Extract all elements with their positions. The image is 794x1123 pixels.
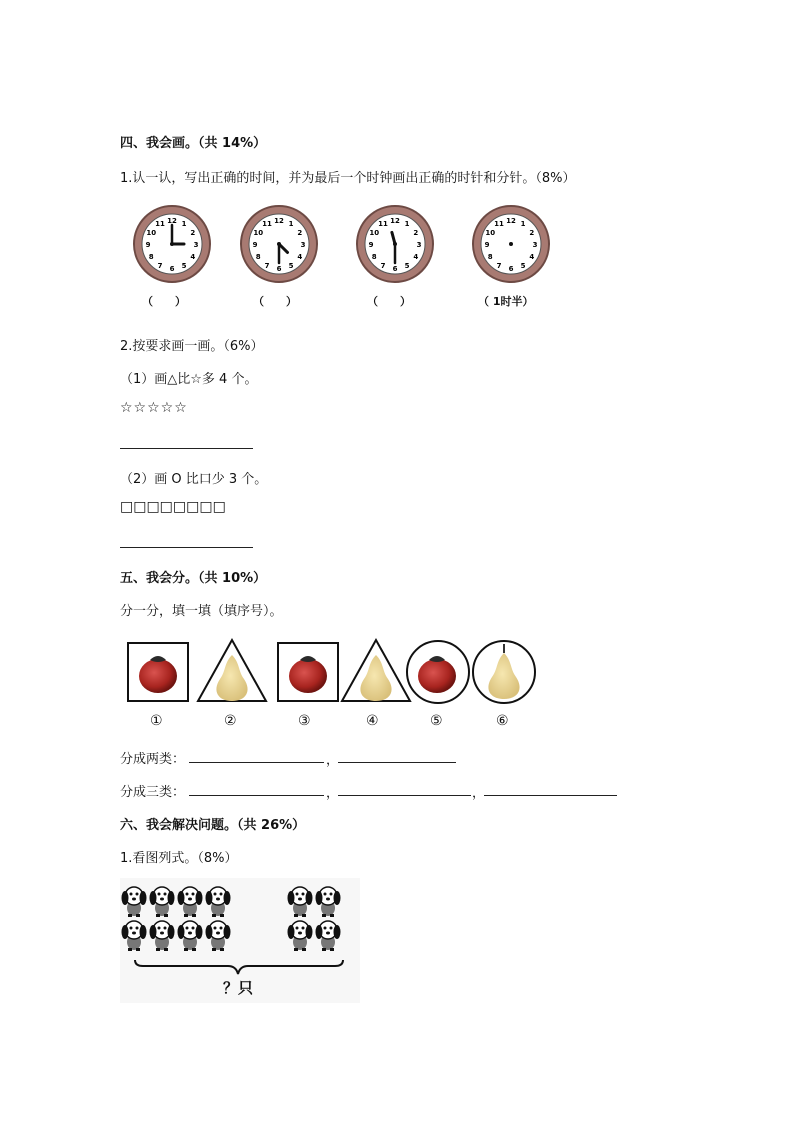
square-apple-1 xyxy=(128,643,188,701)
clock3-answer[interactable]: （ ） xyxy=(367,295,411,308)
three-groups-label: 分成三类： xyxy=(120,785,186,800)
clock-number: 2 xyxy=(190,229,196,237)
section4-title: 四、我会画。（共 14%） xyxy=(120,136,267,151)
two-groups-blank-1[interactable] xyxy=(189,762,324,763)
clock-number: 8 xyxy=(255,253,261,261)
clock-number: 4 xyxy=(297,253,303,261)
q2-2-text: （2）画 O 比口少 3 个。 xyxy=(120,472,268,487)
label-1: ① xyxy=(150,713,163,729)
clock-3 xyxy=(357,206,433,282)
clock-number: 10 xyxy=(485,229,496,237)
section6-title: 六、我会解决问题。（共 26%） xyxy=(120,818,306,833)
clock-number: 7 xyxy=(264,261,270,270)
clock-number: 5 xyxy=(288,261,294,270)
clock-number: 4 xyxy=(413,253,419,261)
circle-pear-6 xyxy=(473,641,535,703)
clock-number: 5 xyxy=(181,261,187,270)
clock-number: 10 xyxy=(253,229,264,237)
clock-number: 4 xyxy=(529,253,535,261)
squares-row: □□□□□□□□ xyxy=(120,499,226,515)
clock-number: 1 xyxy=(181,220,187,229)
comma-2: ， xyxy=(326,786,340,801)
clock-number: 3 xyxy=(416,241,422,249)
clock-1 xyxy=(134,206,210,282)
clock-number: 10 xyxy=(369,229,380,237)
question-label: ？只 xyxy=(223,979,254,997)
section5-instruction: 分一分，填一填（填序号）。 xyxy=(120,604,283,619)
clock-number: 12 xyxy=(506,217,516,225)
clock-number: 6 xyxy=(169,265,175,273)
clock-number: 2 xyxy=(413,229,419,237)
clock-number: 5 xyxy=(520,261,526,270)
two-groups-blank-2[interactable] xyxy=(338,762,456,763)
clock-2 xyxy=(241,206,317,282)
clock-number: 9 xyxy=(484,241,490,249)
clock-number: 3 xyxy=(300,241,306,249)
stars-row: ☆☆☆☆☆ xyxy=(120,400,188,416)
q2-1-text: （1）画△比☆多 4 个。 xyxy=(120,372,258,387)
clock-number: 8 xyxy=(371,253,377,261)
clock-number: 10 xyxy=(146,229,157,237)
two-groups-label: 分成两类： xyxy=(120,752,186,767)
clock-number: 7 xyxy=(496,261,502,270)
clock4-label: （ 1时半） xyxy=(478,295,534,308)
clock-number: 12 xyxy=(167,217,177,225)
label-3: ③ xyxy=(298,713,311,729)
clock-number: 7 xyxy=(380,261,386,270)
clock-number: 7 xyxy=(157,261,163,270)
clock-number: 12 xyxy=(274,217,284,225)
section5-title: 五、我会分。（共 10%） xyxy=(120,571,267,586)
draw-triangles-line[interactable] xyxy=(120,448,253,449)
clock-number: 1 xyxy=(288,220,294,229)
clock-number: 3 xyxy=(532,241,538,249)
clock-number: 11 xyxy=(378,220,388,229)
draw-circles-line[interactable] xyxy=(120,547,253,548)
clock-number: 8 xyxy=(148,253,154,261)
label-2: ② xyxy=(224,713,237,729)
circle-apple-5 xyxy=(407,641,469,703)
clock-number: 11 xyxy=(155,220,165,229)
clock-number: 1 xyxy=(520,220,526,229)
square-apple-3 xyxy=(278,643,338,701)
three-groups-blank-3[interactable] xyxy=(484,795,617,796)
clock-4 xyxy=(473,206,549,282)
clock-number: 12 xyxy=(390,217,400,225)
label-4: ④ xyxy=(366,713,379,729)
clock-number: 9 xyxy=(252,241,258,249)
clock-number: 1 xyxy=(404,220,410,229)
three-groups-blank-1[interactable] xyxy=(189,795,324,796)
section6-q1: 1.看图列式。（8%） xyxy=(120,851,238,866)
clock-number: 8 xyxy=(487,253,493,261)
clock-number: 9 xyxy=(145,241,151,249)
clock-number: 6 xyxy=(392,265,398,273)
clock-number: 11 xyxy=(262,220,272,229)
clock-number: 9 xyxy=(368,241,374,249)
clock-number: 11 xyxy=(494,220,504,229)
triangle-pear-2 xyxy=(198,640,266,701)
clock-number: 4 xyxy=(190,253,196,261)
clock-number: 6 xyxy=(276,265,282,273)
label-5: ⑤ xyxy=(430,713,443,729)
clock1-answer[interactable]: （ ） xyxy=(142,295,186,308)
q2-text: 2.按要求画一画。（6%） xyxy=(120,339,264,354)
comma-3: ， xyxy=(472,786,486,801)
clock-number: 3 xyxy=(193,241,199,249)
comma-1: ， xyxy=(326,753,340,768)
triangle-pear-4 xyxy=(342,640,410,701)
label-6: ⑥ xyxy=(496,713,509,729)
clock-number: 6 xyxy=(508,265,514,273)
clock2-answer[interactable]: （ ） xyxy=(253,295,297,308)
three-groups-blank-2[interactable] xyxy=(338,795,471,796)
q1-text: 1.认一认，写出正确的时间，并为最后一个时钟画出正确的时针和分针。（8%） xyxy=(120,171,576,186)
clock-number: 5 xyxy=(404,261,410,270)
fruit-shapes-figure xyxy=(120,635,550,710)
clock-number: 2 xyxy=(529,229,535,237)
clock-number: 2 xyxy=(297,229,303,237)
